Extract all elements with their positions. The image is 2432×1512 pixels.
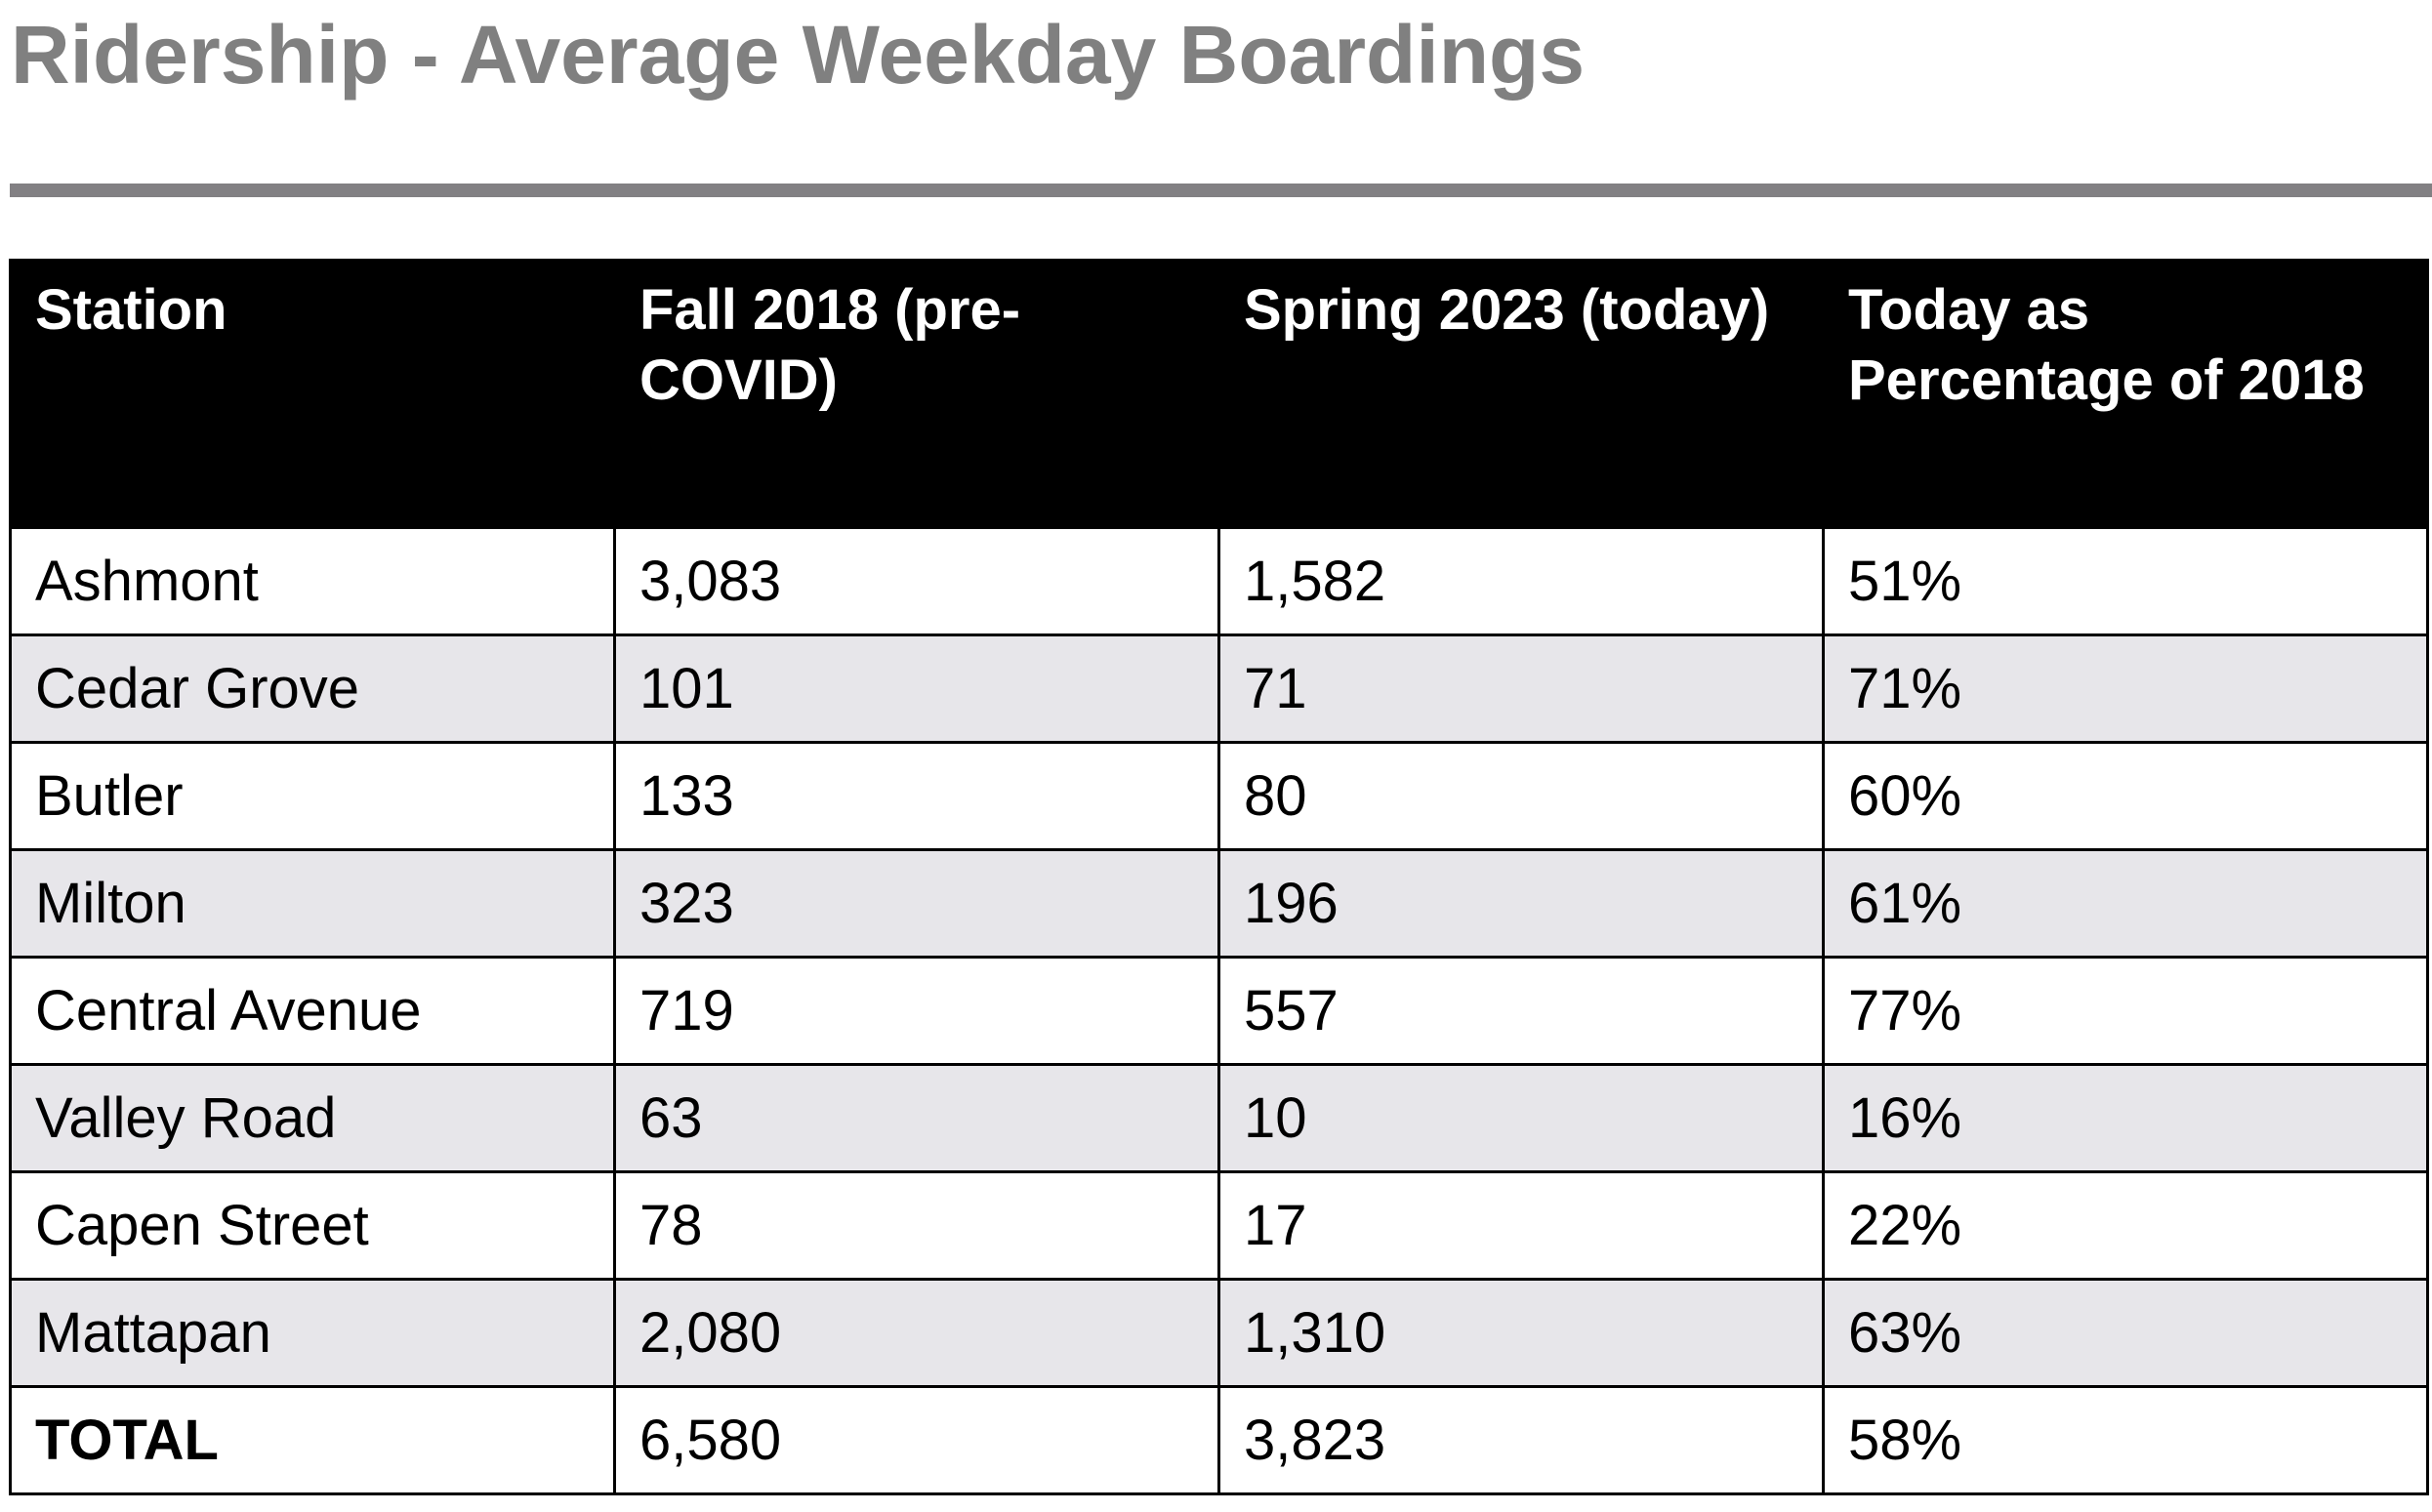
header-row	[11, 261, 2428, 528]
percentage-cell: 63%	[1824, 1280, 2428, 1387]
percentage-cell: 16%	[1824, 1065, 2428, 1172]
table-row	[11, 850, 2428, 958]
spring-2023-cell: 196	[1219, 850, 1824, 958]
spring-2023-cell: 71	[1219, 635, 1824, 743]
table-body	[11, 528, 2428, 1494]
table-row	[11, 1065, 2428, 1172]
fall-2018-cell: 2,080	[615, 1280, 1219, 1387]
header-fall-2018: Fall 2018 (pre-COVID)	[615, 261, 1219, 528]
header-spring-2023: Spring 2023 (today)	[1219, 261, 1824, 528]
table-row	[11, 528, 2428, 635]
ridership-table	[9, 259, 2429, 1495]
header-station: Station	[11, 261, 615, 528]
spring-2023-cell: 80	[1219, 743, 1824, 850]
station-cell: Cedar Grove	[11, 635, 615, 743]
table-header	[11, 261, 2428, 528]
header-percentage: Today as Percentage of 2018	[1824, 261, 2428, 528]
fall-2018-cell: 323	[615, 850, 1219, 958]
station-cell: Central Avenue	[11, 958, 615, 1065]
spring-2023-cell: 10	[1219, 1065, 1824, 1172]
station-cell: Capen Street	[11, 1172, 615, 1280]
station-cell: Milton	[11, 850, 615, 958]
table-row	[11, 635, 2428, 743]
total-label-cell: TOTAL	[11, 1387, 615, 1494]
title-divider	[10, 184, 2432, 197]
station-cell: Butler	[11, 743, 615, 850]
table-row	[11, 1280, 2428, 1387]
total-row	[11, 1387, 2428, 1494]
percentage-cell: 77%	[1824, 958, 2428, 1065]
station-cell: Mattapan	[11, 1280, 615, 1387]
fall-2018-cell: 133	[615, 743, 1219, 850]
station-cell: Ashmont	[11, 528, 615, 635]
spring-2023-cell: 1,582	[1219, 528, 1824, 635]
fall-2018-cell: 3,083	[615, 528, 1219, 635]
page-title: Ridership - Average Weekday Boardings	[11, 9, 1586, 101]
total-percentage-cell: 58%	[1824, 1387, 2428, 1494]
percentage-cell: 22%	[1824, 1172, 2428, 1280]
percentage-cell: 61%	[1824, 850, 2428, 958]
spring-2023-cell: 17	[1219, 1172, 1824, 1280]
percentage-cell: 71%	[1824, 635, 2428, 743]
percentage-cell: 60%	[1824, 743, 2428, 850]
fall-2018-cell: 78	[615, 1172, 1219, 1280]
table-row	[11, 1172, 2428, 1280]
table-row	[11, 743, 2428, 850]
table-row	[11, 958, 2428, 1065]
total-fall-2018-cell: 6,580	[615, 1387, 1219, 1494]
fall-2018-cell: 719	[615, 958, 1219, 1065]
station-cell: Valley Road	[11, 1065, 615, 1172]
spring-2023-cell: 1,310	[1219, 1280, 1824, 1387]
spring-2023-cell: 557	[1219, 958, 1824, 1065]
total-spring-2023-cell: 3,823	[1219, 1387, 1824, 1494]
fall-2018-cell: 63	[615, 1065, 1219, 1172]
percentage-cell: 51%	[1824, 528, 2428, 635]
fall-2018-cell: 101	[615, 635, 1219, 743]
